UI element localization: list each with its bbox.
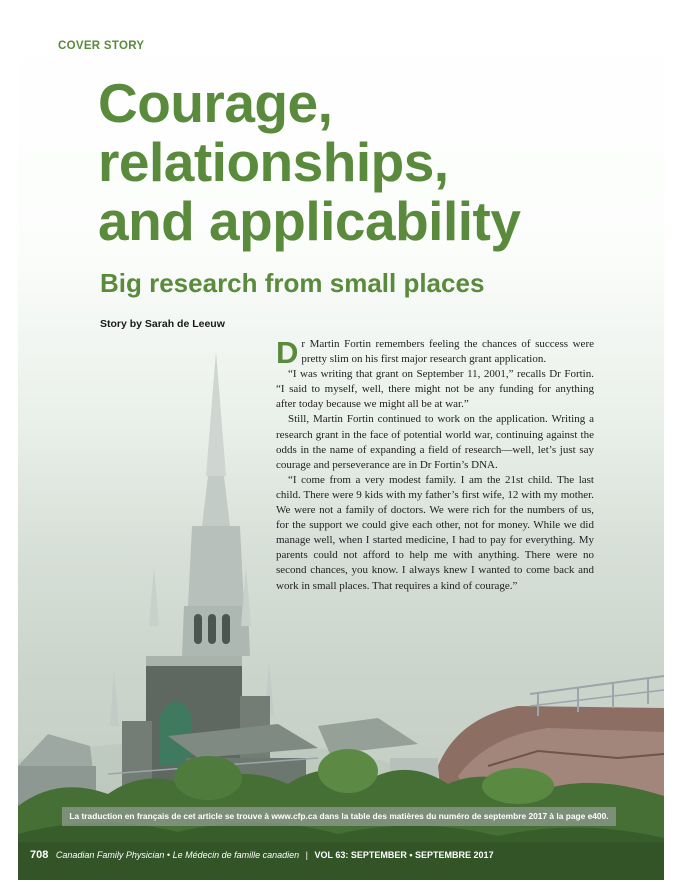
byline: Story by Sarah de Leeuw [100, 318, 225, 330]
page-number: 708 [30, 849, 49, 861]
paragraph-text: r Martin Fortin remembers feeling the chances of success were pretty slim on his first major research grant application. [301, 338, 594, 366]
drop-cap: D [276, 335, 299, 370]
issue-info: VOL 63: SEPTEMBER • SEPTEMBRE 2017 [314, 850, 494, 860]
article-subhead: Big research from small places [100, 268, 485, 298]
section-label: COVER STORY [58, 40, 145, 52]
article-headline [98, 74, 598, 251]
translation-note: La traduction en français de cet article se trouve à www.cfp.ca dans la table des matières du numéro de septembre 2017 à la page e400. [62, 807, 616, 826]
page-footer [30, 849, 494, 861]
footer-separator: | [305, 850, 309, 860]
headline-line: relationships, [98, 131, 449, 193]
article-body [276, 337, 594, 594]
paragraph: Still, Martin Fortin continued to work on the application. Writing a research grant in the face of potential world war, continuing against the odds in the name of expanding a field of research—well, let’s just say courage and perseverance are in Dr Fortin’s DNA. [276, 413, 594, 471]
paragraph: “I come from a very modest family. I am the 21st child. The last child. There were 9 kids with my father’s first wife, 12 with my mother. We were not a family of doctors. We were rich for the numbers of us, for the support we could give each other, not for money. While we did manage well, when I started medicine, I had to pay for everything. My parents could not afford to help me with anything. There were no second chances, you know. I always knew I wanted to come back and work in small places. That requires a kind of courage.” [276, 473, 594, 592]
headline-line: and applicability [98, 190, 521, 252]
headline-line: Courage, [98, 72, 333, 134]
publication-name: Canadian Family Physician • Le Médecin de famille canadien [55, 850, 300, 860]
paragraph [276, 335, 594, 370]
paragraph: “I was writing that grant on September 11, 2001,” recalls Dr Fortin. “I said to myself, well, there might not be any funding for anything after today because we might all be at war.” [276, 368, 594, 411]
